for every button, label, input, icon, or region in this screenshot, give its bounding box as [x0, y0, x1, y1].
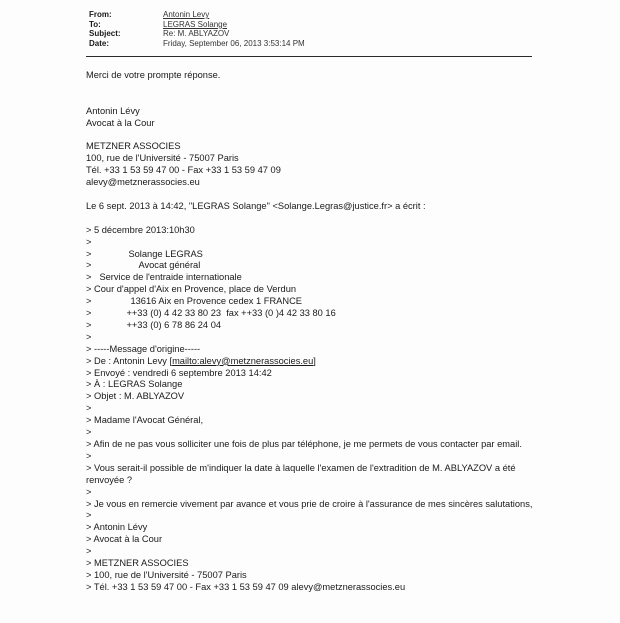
quoted-text: Service de l'entraide internationale — [99, 272, 242, 283]
reply-greeting: Merci de votre prompte réponse. — [86, 70, 221, 80]
quoted-line: > — [86, 450, 92, 461]
quote-marker: > — [86, 296, 92, 307]
from-value[interactable]: Antonin Levy — [163, 10, 210, 19]
quoted-text: ++33 (0) 4 42 33 80 23 fax ++33 (0 )4 42 33 80 16 — [126, 308, 336, 319]
quoted-line — [86, 356, 556, 368]
email-body — [86, 70, 556, 594]
spacer — [86, 82, 556, 94]
quoted-line: > Avocat à la Cour — [86, 534, 163, 545]
spacer — [86, 94, 556, 106]
spacer — [86, 130, 556, 142]
to-row — [89, 20, 305, 30]
to-label: To: — [89, 19, 101, 29]
quote-marker: > — [86, 319, 92, 330]
quoted-line: > Tél. +33 1 53 59 47 00 - Fax +33 1 53 59 47 09 alevy@metznerassocies.eu — [86, 581, 406, 592]
quoted-line — [86, 260, 556, 272]
date-row — [89, 39, 305, 49]
quoted-line — [86, 296, 556, 308]
quoted-text: Avocat général — [138, 260, 201, 271]
quoted-line — [86, 308, 556, 320]
quote-marker: > — [86, 260, 92, 271]
mailto-link[interactable]: mailto:alevy@metznerassocies.eu — [172, 355, 314, 366]
quoted-text: > De : Antonin Levy [ — [86, 355, 173, 366]
header-divider — [86, 56, 532, 57]
quote-marker: > — [86, 248, 92, 259]
quoted-line: > Cour d'appel d'Aix en Provence, place de Verdun — [86, 284, 297, 295]
signature-name: Antonin Lévy — [86, 105, 140, 116]
signature-email[interactable]: alevy@metznerassocies.eu — [86, 177, 200, 188]
subject-value: Re: M. ABLYAZOV — [163, 29, 230, 39]
quote-intro: Le 6 sept. 2013 à 14:42, "LEGRAS Solange" <Solange.Legras@justice.fr> a écrit : — [86, 200, 426, 211]
quoted-line — [86, 272, 556, 284]
from-label: From: — [89, 10, 112, 19]
quoted-line: > Madame l'Avocat Général, — [86, 415, 204, 426]
quoted-line — [86, 249, 556, 261]
quoted-line: > Afin de ne pas vous solliciter une fois de plus par téléphone, je me permets de vous contacter par email. — [86, 439, 522, 450]
email-header — [89, 10, 305, 48]
quoted-text: Solange LEGRAS — [128, 248, 203, 259]
quoted-line: > — [86, 510, 92, 521]
quoted-line: > Objet : M. ABLYAZOV — [86, 391, 185, 402]
quoted-line: > — [86, 486, 92, 497]
quoted-text: ] — [313, 355, 316, 366]
quoted-line: > Vous serait-il possible de m'indiquer la date à laquelle l'examen de l'extradition de M. ABLYAZOV a été renvoyée ? — [86, 462, 516, 485]
spacer — [86, 213, 556, 225]
quoted-line — [86, 320, 556, 332]
spacer — [86, 189, 556, 201]
quoted-message — [86, 225, 556, 594]
quoted-line: > 100, rue de l'Université - 75007 Paris — [86, 569, 247, 580]
quoted-text: ++33 (0) 6 78 86 24 04 — [126, 319, 222, 330]
date-label: Date: — [89, 38, 110, 48]
quote-marker: > — [86, 308, 92, 319]
signature-title: Avocat à la Cour — [86, 117, 155, 128]
to-value[interactable]: LEGRAS Solange — [163, 19, 228, 29]
subject-row — [89, 29, 305, 39]
quoted-line: > — [86, 403, 92, 414]
quoted-line: > -----Message d'origine----- — [86, 343, 201, 354]
quoted-line: > — [86, 331, 92, 342]
quoted-line: > Antonin Lévy — [86, 522, 148, 533]
quoted-line: > — [86, 427, 92, 438]
subject-label: Subject: — [89, 29, 121, 39]
quote-marker: > — [86, 272, 92, 283]
quoted-line: > METZNER ASSOCIES — [86, 558, 189, 569]
from-row — [89, 10, 305, 20]
quoted-line: > À : LEGRAS Solange — [86, 379, 183, 390]
quoted-line: > — [86, 546, 92, 557]
date-value: Friday, September 06, 2013 3:53:14 PM — [163, 38, 305, 48]
quoted-line: > Je vous en remercie vivement par avance et vous prie de croire à l'assurance de mes sincères salutations, — [86, 498, 533, 509]
quoted-text: 13616 Aix en Provence cedex 1 FRANCE — [130, 296, 303, 307]
quoted-line: > — [86, 236, 92, 247]
quoted-line: > Envoyé : vendredi 6 septembre 2013 14:42 — [86, 367, 272, 378]
quoted-line: > 5 décembre 2013:10h30 — [86, 224, 195, 235]
signature-firm: METZNER ASSOCIES — [86, 141, 181, 152]
signature-address: 100, rue de l'Université - 75007 Paris — [86, 153, 239, 164]
signature-phones: Tél. +33 1 53 59 47 00 - Fax +33 1 53 59 47 09 — [86, 165, 281, 176]
